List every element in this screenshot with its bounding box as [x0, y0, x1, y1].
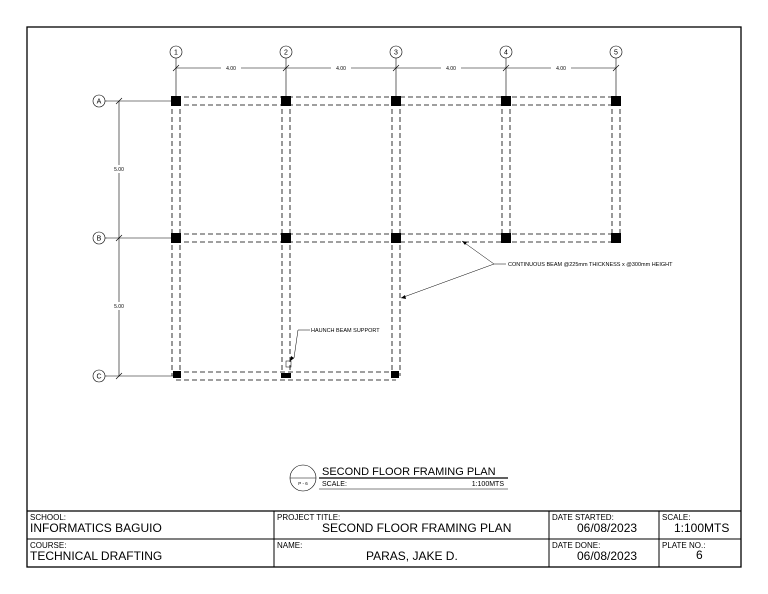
- leader-arrows: [290, 241, 467, 361]
- column-spacing-3: 4.00: [446, 66, 456, 72]
- column-label-1: 1: [174, 49, 178, 57]
- school-value: INFORMATICS BAGUIO: [30, 521, 162, 535]
- column-label-2: 2: [284, 49, 288, 57]
- continuous-beam-note: CONTINUOUS BEAM @225mm THICKNESS x @300mm HEIGHT: [508, 262, 673, 268]
- project-title-value: SECOND FLOOR FRAMING PLAN: [322, 521, 512, 535]
- column-label-5: 5: [614, 49, 618, 57]
- plate-value: 6: [696, 548, 703, 562]
- column-bubbles: [170, 46, 622, 62]
- course-label: COURSE:: [30, 541, 67, 550]
- row-dimensions: [107, 98, 176, 379]
- row-label-c: C: [96, 373, 102, 381]
- date-started-label: DATE STARTED:: [552, 513, 614, 522]
- scale-value: 1:100MTS: [674, 521, 730, 535]
- drawing-title-block: [290, 465, 508, 491]
- column-spacing-2: 4.00: [336, 66, 346, 72]
- date-started-value: 06/08/2023: [577, 521, 638, 535]
- project-title-label: PROJECT TITLE:: [277, 513, 341, 522]
- course-value: TECHNICAL DRAFTING: [30, 549, 163, 563]
- column-label-4: 4: [504, 49, 508, 57]
- leaders: [286, 241, 506, 367]
- column-label-3: 3: [394, 49, 398, 57]
- date-done-value: 06/08/2023: [577, 549, 638, 563]
- row-spacing-1: 5.00: [114, 167, 124, 173]
- name-label: NAME:: [277, 541, 303, 550]
- plate-label: PLATE NO.:: [662, 541, 706, 550]
- scale-label: SCALE:: [662, 513, 691, 522]
- drawing-scale-label: SCALE:: [322, 481, 347, 488]
- date-done-label: DATE DONE:: [552, 541, 601, 550]
- drawing-scale-value: 1:100MTS: [471, 481, 504, 488]
- column-spacing-1: 4.00: [226, 66, 236, 72]
- drawing-title: SECOND FLOOR FRAMING PLAN: [322, 466, 496, 478]
- row-bubbles: [93, 95, 107, 382]
- drawing-ref: P - 6: [298, 481, 308, 486]
- row-label-a: A: [96, 98, 102, 106]
- name-value: PARAS, JAKE D.: [366, 549, 458, 563]
- sheet-border: [27, 27, 741, 567]
- column-spacing-4: 4.00: [556, 66, 566, 72]
- school-label: SCHOOL:: [30, 513, 67, 522]
- row-label-b: B: [96, 235, 102, 243]
- columns: [171, 96, 621, 378]
- haunch-beam-note: HAUNCH BEAM SUPPORT: [311, 328, 380, 334]
- row-spacing-2: 5.00: [114, 304, 124, 310]
